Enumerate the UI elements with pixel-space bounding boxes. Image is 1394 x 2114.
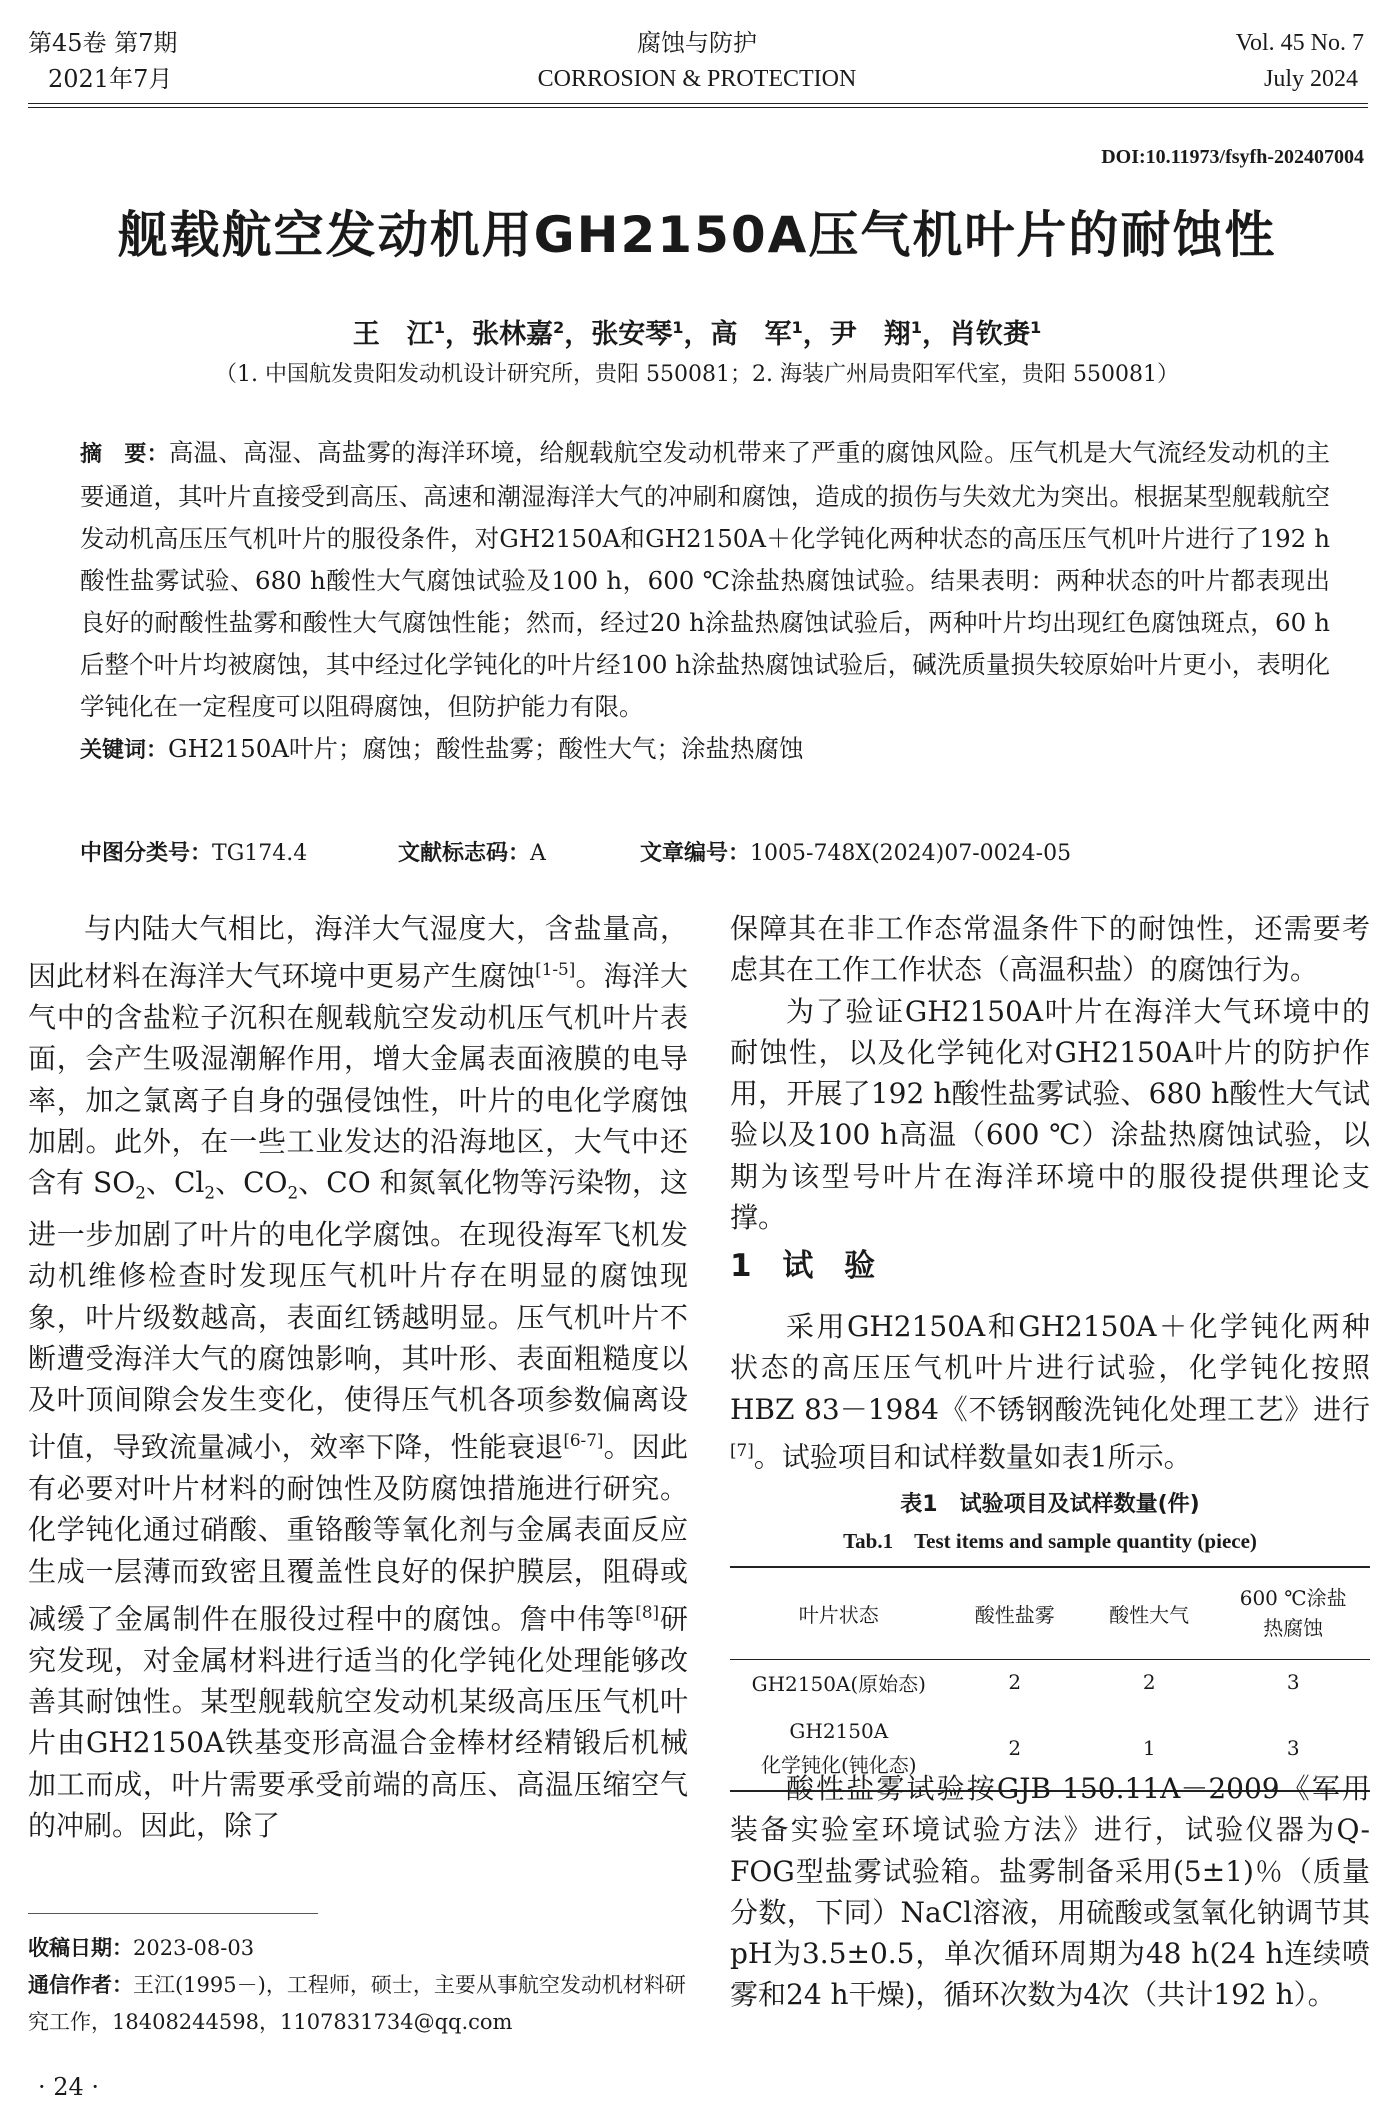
author-name: 王 江: [352, 319, 434, 350]
author-name: 张安琴: [591, 319, 673, 350]
table-cell: 2: [1008, 1670, 1022, 1695]
author-name: 肖钦赉: [949, 319, 1031, 350]
body-text: 采用GH2150A和GH2150A＋化学钝化两种状态的高压压气机叶片进行试验，化学钝化按照HBZ 83－1984《不锈钢酸洗钝化处理工艺》进行: [730, 1310, 1370, 1426]
abstract-label: 摘 要：: [80, 442, 169, 467]
affiliations: （1. 中国航发贵阳发动机设计研究所，贵阳 550081；2. 海装广州局贵阳军代室，贵阳 550081）: [215, 362, 1179, 387]
article-number: [640, 836, 1071, 867]
paper-title: 舰载航空发动机用GH2150A压气机叶片的耐蚀性: [117, 206, 1277, 264]
clc-number: [80, 836, 307, 867]
author-list: 王 江$^1$，张林嘉$^2$，张安琴$^1$，高 军$^1$，尹 翔$^1$，肖钦赉$^1$: [352, 318, 1042, 350]
author-affiliation-mark: 1: [1030, 318, 1042, 337]
article-number-value: 1005-748X(2024)07-0024-05: [750, 841, 1072, 866]
body-paragraph: 酸性盐雾试验按GJB 150.11A－2009《军用装备实验室环境试验方法》进行，试验仪器为Q-FOG型盐雾试验箱。盐雾制备采用(5±1)％（质量分数，下同）NaCl溶液，用硫酸或氢氧化钠调节其pH为3.5±0.5，单次循环周期为48 h(24 h连续喷雾和24 h干燥)，循环次数为4次（共计192 h）。: [730, 1772, 1370, 2012]
page-number: · 24 ·: [38, 2073, 100, 2101]
clc-value: TG174.4: [212, 841, 308, 866]
table-cell: 1: [1142, 1735, 1156, 1760]
received-label: 收稿日期：: [28, 1936, 133, 1960]
author-name: 张林嘉: [471, 319, 553, 350]
header-volume-issue: 第45卷 第7期: [28, 29, 178, 57]
table-caption-zh: 表1 试验项目及试样数量(件): [900, 1492, 1200, 1517]
chem-subscript: 2: [287, 1182, 299, 1203]
header-date-en: July 2024: [1263, 66, 1358, 92]
table-row: [730, 1659, 1370, 1705]
body-paragraph: 为了验证GH2150A叶片在海洋大气环境中的耐蚀性，以及化学钝化对GH2150A叶片的防护作用，开展了192 h酸性盐雾试验、680 h酸性大气试验以及100 h高温（600 ℃）涂盐热腐蚀试验，以期为该型号叶片在海洋环境中的服役提供理论支撑。: [730, 994, 1370, 1235]
citation: [6-7]: [563, 1430, 604, 1451]
footnote: [28, 1930, 688, 2041]
body-text: 和氮氧化物等污染物，这进一步加剧了叶片的电化学腐蚀。在现役海军飞机发动机维修检查时发现压气机叶片存在明显的腐蚀现象，叶片级数越高，表面红锈越明显。压气机叶片不断遭受海洋大气的腐蚀影响，其叶形、表面粗糙度以及叶顶间隙会发生变化，使得压气机各项参数偏离设计值，导致流量减小，效率下降，性能衰退: [28, 1166, 689, 1464]
journal-name-zh: 腐蚀与防护: [637, 29, 757, 57]
chem-formula: 、Cl: [145, 1166, 205, 1200]
chem-formula: SO: [93, 1166, 136, 1200]
table-cell: 2: [1008, 1735, 1022, 1760]
right-column-section: [730, 1306, 1370, 1478]
body-paragraph: [730, 1306, 1370, 1478]
body-paragraph: [28, 908, 688, 1846]
left-column: [28, 908, 688, 1846]
header-volume-en: Vol. 45 No. 7: [1235, 30, 1364, 56]
table-cell: 2: [1142, 1670, 1156, 1695]
table-cell: 3: [1286, 1670, 1300, 1695]
body-text: 。因此有必要对叶片材料的耐蚀性及防腐蚀措施进行研究。化学钝化通过硝酸、重铬酸等氧化剂与金属表面反应生成一层薄而致密且覆盖性良好的保护膜层，阻碍或减缓了金属制件在服役过程中的腐蚀。詹中伟等: [28, 1430, 688, 1636]
header-rule-thin: [28, 107, 1368, 108]
article-number-label: 文章编号：: [640, 841, 751, 866]
received-value: 2023-08-03: [133, 1936, 255, 1960]
abstract: [80, 432, 1330, 772]
keywords-text: GH2150A叶片；腐蚀；酸性盐雾；酸性大气；涂盐热腐蚀: [168, 734, 804, 763]
body-text: 。海洋大气中的含盐粒子沉积在舰载航空发动机压气机叶片表面，会产生吸湿潮解作用，增大金属表面液膜的电导率，加之氯离子自身的强侵蚀性，叶片的电化学腐蚀加剧。此外，在一些工业发达的沿海地区，大气中还含有: [28, 959, 688, 1200]
author-note-text: 王江(1995－)，工程师，硕士，主要从事航空发动机材料研究工作，18408244598，1107831734@qq.com: [28, 1973, 686, 2034]
body-text: 研究发现，对金属材料进行适当的化学钝化处理能够改善其耐蚀性。某型舰载航空发动机某级高压压气机叶片由GH2150A铁基变形高温合金棒材经精锻后机械加工而成，叶片需要承受前端的高压、高温压缩空气的冲刷。因此，除了: [28, 1602, 688, 1842]
journal-name-en: CORROSION & PROTECTION: [537, 66, 857, 92]
doc-code-label: 文献标志码：: [398, 841, 531, 866]
data-table: [730, 1566, 1370, 1792]
chem-subscript: 2: [135, 1182, 146, 1203]
body-text: 。试验项目和试样数量如表1所示。: [753, 1440, 1192, 1474]
author-note-label: 通信作者：: [28, 1973, 133, 1997]
table-header-cell: 酸性盐雾: [974, 1602, 1055, 1627]
table-cell: 3: [1286, 1735, 1300, 1760]
table-header-row: [730, 1567, 1370, 1659]
chem-subscript: 2: [204, 1182, 216, 1203]
doc-code-value: A: [530, 841, 546, 866]
body-paragraph: 保障其在非工作态常温条件下的耐蚀性，还需要考虑其在工作工作状态（高温积盐）的腐蚀行为。: [730, 912, 1370, 987]
keywords-label: 关键词：: [80, 738, 169, 763]
author-affiliation-mark: 1: [910, 318, 923, 337]
table-cell-line: GH2150A: [789, 1718, 889, 1743]
citation: [7]: [730, 1439, 754, 1460]
author-name: 高 军: [710, 319, 792, 350]
footnote-rule: [28, 1913, 318, 1914]
table-caption-en: Tab.1 Test items and sample quantity (piece): [843, 1529, 1257, 1553]
table-header-line: 热腐蚀: [1263, 1616, 1324, 1641]
right-column: [730, 908, 1370, 1238]
right-column-continued: [730, 1768, 1370, 2016]
author-affiliation-mark: 1: [433, 318, 445, 337]
document-code: [398, 836, 546, 867]
body-text: 与内陆大气相比，海洋大气湿度大，含盐量高，因此材料在海洋大气环境中更易产生腐蚀: [28, 912, 688, 993]
author-affiliation-mark: 1: [791, 318, 803, 337]
chem-formula: 、CO: [215, 1166, 288, 1200]
clc-label: 中图分类号：: [80, 841, 213, 866]
chem-formula: 、CO: [298, 1166, 371, 1200]
doi: DOI:10.11973/fsyfh-202407004: [1101, 146, 1364, 168]
citation: [1-5]: [535, 959, 576, 980]
author-affiliation-mark: 2: [552, 318, 565, 337]
received-date: [28, 1930, 688, 1967]
header-rule: [28, 103, 1368, 104]
corresponding-author: [28, 1967, 688, 2041]
table-header-cell: [1216, 1567, 1370, 1659]
header-date: 2021年7月: [48, 65, 173, 93]
table-header-line: 600 ℃涂盐: [1239, 1586, 1347, 1611]
citation: [8]: [635, 1602, 660, 1622]
abstract-text: 高温、高湿、高盐雾的海洋环境，给舰载航空发动机带来了严重的腐蚀风险。压气机是大气流经发动机的主要通道，其叶片直接受到高压、高速和潮湿海洋大气的冲刷和腐蚀，造成的损伤与失效尤为突出。根据某型舰载航空发动机高压压气机叶片的服役条件，对GH2150A和GH2150A＋化学钝化两种状态的高压压气机叶片进行了192 h酸性盐雾试验、680 h酸性大气腐蚀试验及100 h，600 ℃涂盐热腐蚀试验。结果表明：两种状态的叶片都表现出良好的耐酸性盐雾和酸性大气腐蚀性能；然而，经过20 h涂盐热腐蚀试验后，两种叶片均出现红色腐蚀斑点，60 h后整个叶片均被腐蚀，其中经过化学钝化的叶片经100 h涂盐热腐蚀试验后，碱洗质量损失较原始叶片更小，表明化学钝化在一定程度可以阻碍腐蚀，但防护能力有限。: [80, 438, 1330, 721]
author-name: 尹 翔: [829, 319, 911, 350]
table-header-cell: 酸性大气: [1109, 1602, 1190, 1627]
section-heading: 1 试 验: [730, 1248, 886, 1284]
table-header-cell: 叶片状态: [798, 1602, 879, 1627]
table-cell: GH2150A(原始态): [751, 1671, 926, 1696]
table-cell-line: 化学钝化(钝化态): [760, 1752, 917, 1777]
author-affiliation-mark: 1: [672, 318, 684, 337]
